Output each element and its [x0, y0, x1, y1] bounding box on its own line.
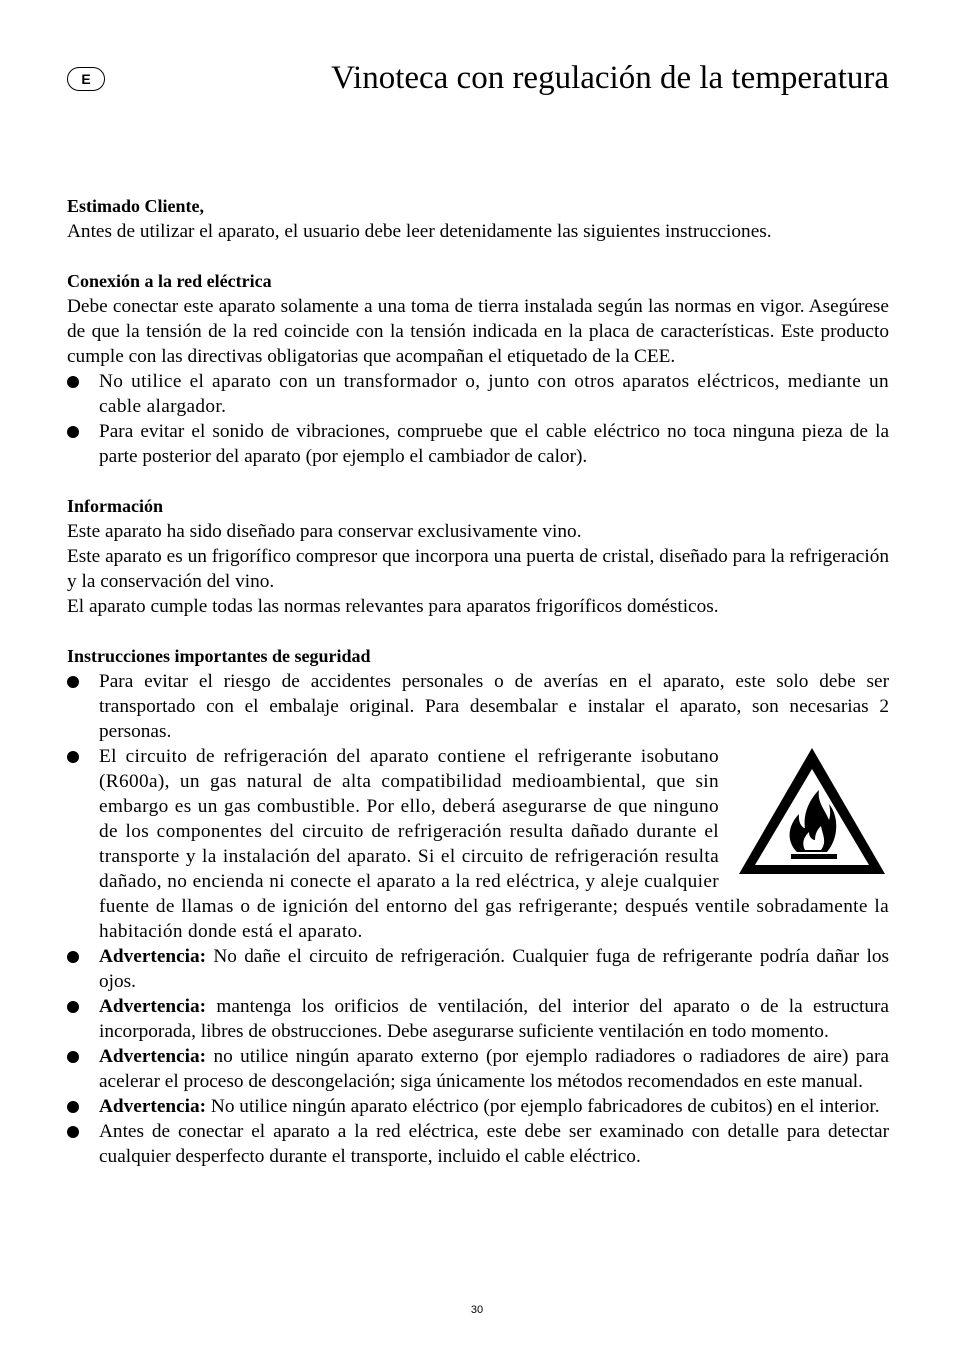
bullet-text: No dañe el circuito de refrigeración. Cualquier fuga de refrigerante podría dañar los ojos. — [99, 946, 889, 992]
electrical-text: Debe conectar este aparato solamente a una toma de tierra instalada según las normas en vigor. Asegúrese de que la tensión de la red coincide con la tensión indicada en la placa de características. Este producto cumple con las directivas obligatorias que acompañan el etiquetado de la CEE. — [67, 296, 889, 367]
bullet-icon — [67, 426, 79, 438]
bullet-icon — [67, 1126, 79, 1138]
list-item — [67, 1044, 889, 1094]
flammable-warning-icon — [735, 744, 889, 878]
bullet-text: Para evitar el riesgo de accidentes personales o de averías en el aparato, este solo debe ser transportado con el embalaje original. Para desembalar e instalar el aparato, son necesarias 2 personas. — [99, 671, 889, 742]
page-title: Vinoteca con regulación de la temperatura — [331, 60, 889, 96]
section-information — [67, 494, 889, 619]
page-number: 30 — [470, 1304, 484, 1316]
page-content — [67, 194, 889, 1194]
electrical-bullet-list — [67, 369, 889, 469]
bullet-text: No utilice el aparato con un transformador o, junto con otros aparatos eléctricos, mediante un cable alargador. — [99, 371, 889, 417]
info-line: El aparato cumple todas las normas relevantes para aparatos frigoríficos domésticos. — [67, 596, 719, 617]
bullet-icon — [67, 1001, 79, 1013]
bullet-icon — [67, 376, 79, 388]
list-item — [67, 1094, 889, 1119]
bullet-text: No utilice ningún aparato eléctrico (por ejemplo fabricadores de cubitos) en el interior. — [206, 1096, 880, 1117]
safety-heading: Instrucciones importantes de seguridad — [67, 646, 371, 666]
greeting-text: Antes de utilizar el aparato, el usuario debe leer detenidamente las siguientes instrucciones. — [67, 221, 772, 242]
list-item — [67, 744, 889, 944]
list-item — [67, 944, 889, 994]
section-electrical — [67, 269, 889, 469]
bullet-text: Para evitar el sonido de vibraciones, compruebe que el cable eléctrico no toca ninguna pieza de la parte posterior del aparato (por ejemplo el cambiador de calor). — [99, 421, 889, 467]
bullet-text: Antes de conectar el aparato a la red eléctrica, este debe ser examinado con detalle para detectar cualquier desperfecto durante el transporte, incluido el cable eléctrico. — [99, 1121, 889, 1167]
greeting-heading: Estimado Cliente, — [67, 196, 204, 216]
list-item — [67, 369, 889, 419]
list-item — [67, 1119, 889, 1169]
warning-label: Advertencia: — [99, 996, 207, 1017]
list-item — [67, 419, 889, 469]
list-item — [67, 669, 889, 744]
info-line: Este aparato ha sido diseñado para conservar exclusivamente vino. — [67, 521, 582, 542]
section-greeting — [67, 194, 889, 244]
section-safety — [67, 644, 889, 1169]
bullet-text: mantenga los orificios de ventilación, del interior del aparato o de la estructura incorporada, libres de obstrucciones. Debe asegurarse suficiente ventilación en todo momento. — [99, 996, 889, 1042]
warning-label: Advertencia: — [99, 1046, 207, 1067]
bullet-icon — [67, 751, 79, 763]
info-line: Este aparato es un frigorífico compresor que incorpora una puerta de cristal, diseñado para la refrigeración y la conservación del vino. — [67, 546, 889, 592]
language-badge: E — [67, 67, 105, 91]
bullet-icon — [67, 1051, 79, 1063]
bullet-text: no utilice ningún aparato externo (por ejemplo radiadores o radiadores de aire) para acelerar el proceso de descongelación; siga únicamente los métodos recomendados en este manual. — [99, 1046, 889, 1092]
bullet-icon — [67, 676, 79, 688]
warning-label: Advertencia: — [99, 946, 207, 967]
bullet-text: El circuito de refrigeración del aparato contiene el refrigerante isobutano (R600a), un gas natural de alta compatibilidad medioambiental, que sin embargo es un gas combustible. Por ello, deberá asegurarse de que ninguno de los componentes del circuito de refrigeración resulta dañado durante el transporte y la instalación del aparato. Si el circuito de refrigeración resulta dañado, no encienda ni conecte el aparato a la red eléctrica, y aleje cualquier fuente de llamas o de ignición del entorno del gas refrigerante; después ventile sobradamente la habitación donde está el aparato. — [99, 746, 889, 942]
bullet-icon — [67, 951, 79, 963]
warning-label: Advertencia: — [99, 1096, 207, 1117]
info-heading: Información — [67, 496, 163, 516]
electrical-heading: Conexión a la red eléctrica — [67, 271, 272, 291]
safety-bullet-list — [67, 669, 889, 1169]
bullet-icon — [67, 1101, 79, 1113]
list-item — [67, 994, 889, 1044]
